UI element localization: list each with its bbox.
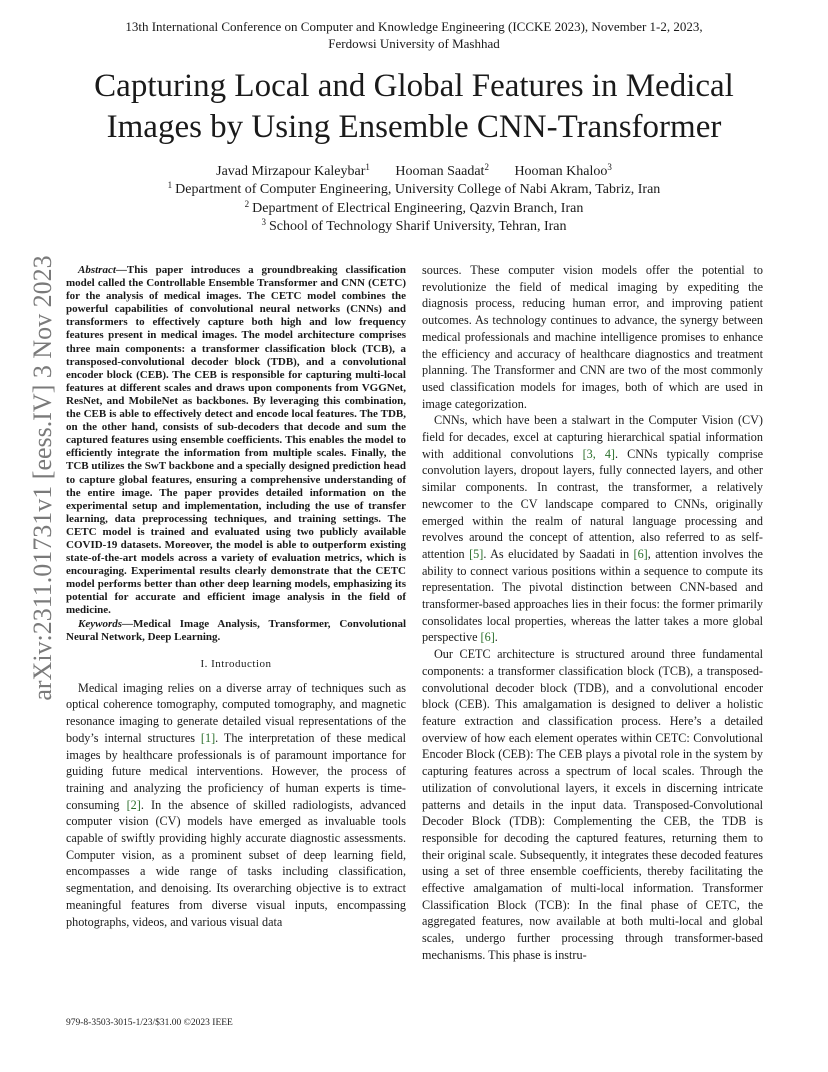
author-1 <box>216 164 370 179</box>
text-span: , attention involves the ability to connect various positions within a sequence to compute its representation. The pivotal distinction between CNN-based and transformer-based approaches lies in their focus: the former primarily consolidates local properties, whereas the latter takes a more global perspective <box>422 546 763 645</box>
arxiv-stamp-text: arXiv:2311.01731v1 [eess.IV] 3 Nov 2023 <box>28 255 57 701</box>
author-name: Hooman Khaloo <box>514 164 608 179</box>
citation-link[interactable]: [2] <box>126 797 141 812</box>
title-line-1: Capturing Local and Global Features in Medical <box>94 68 734 104</box>
citation-link[interactable]: [6] <box>480 630 495 645</box>
intro-paragraph-3: Our CETC architecture is structured around three fundamental components: a transformer classification block (TCB), a transposed-convolutional decoder block (TDB), and a convolutional encoder block (CEB). This amalgamation is designed to deliver a holistic feature extraction and classification process. Here’s a detailed overview of how each element operates within CETC: Convolutional Encoder Block (CEB): The CEB plays a pivotal role in the system by capturing features across a spectrum of local scales. Through the utilization of convolutional layers, it excels in discerning intricate patterns and details in the input data. Transposed-Convolutional Decoder Block (TDB): Complementing the CEB, the TDB is responsible for decoding the captured features, returning them to their original scale. Subsequently, it integrates these decoded features using a set of three ensemble coefficients, thereby facilitating the effective amalgamation of multi-local information. Transformer Classification Block (TCB): In the final phase of CETC, the aggregated features, now available at both multi-local and global scales, undergo further processing through transformer-based mechanisms. This phase is instru- <box>422 647 763 962</box>
text-span: Medical imaging relies on a diverse array of techniques such as optical coherence tomography, computed tomography, and magnetic resonance imaging to generate detailed visual representations of the body’s internal structures <box>66 680 406 745</box>
keywords <box>66 618 406 644</box>
text-span: . The interpretation of these medical images by healthcare professionals is of paramount importance for guiding future medical interventions. However, the process of training and analyzing the proficiency of human experts is time-consuming <box>66 730 407 812</box>
keywords-lead: Keywords <box>78 617 122 630</box>
affiliation-sup: 3 <box>261 217 266 227</box>
intro-paragraph-1 <box>66 680 406 931</box>
author-3 <box>514 164 611 179</box>
conference-line-1: 13th International Conference on Computer and Knowledge Engineering (ICCKE 2023), November 1-2, 2023, <box>125 19 703 34</box>
text-span: . In the absence of skilled radiologists, advanced computer vision (CV) models have emerged as invaluable tools capable of swiftly providing highly accurate diagnostic assessments. Computer vision, as a prominent subset of deep learning field, encompasses a wide range of tasks including classification, segmentation, and denoising. Its overarching objective is to extract meaningful features from diverse visual inputs, encompassing photographs, videos, and various visual data <box>66 797 406 929</box>
left-column <box>66 264 406 930</box>
affiliation-text: Department of Electrical Engineering, Qazvin Branch, Iran <box>252 200 584 216</box>
copyright-footer: 979-8-3503-3015-1/23/$31.00 ©2023 IEEE <box>66 1018 233 1028</box>
intro-paragraph-2 <box>422 412 763 646</box>
citation-link[interactable]: [5] <box>469 546 484 561</box>
text-span: . As elucidated by Saadati in <box>483 546 634 561</box>
affiliation-sup: 1 <box>167 180 173 190</box>
keywords-text: —Medical Image Analysis, Transformer, Convolutional Neural Network, Deep Learning. <box>66 617 406 643</box>
affiliation-sup: 2 <box>244 198 250 209</box>
text-span: CNNs, which have been a stalwart in the Computer Vision (CV) field for decades, excel at capturing hierarchical spatial information with additional convolutions <box>422 413 763 461</box>
author-name: Javad Mirzapour Kaleybar <box>216 164 366 179</box>
author-name: Hooman Saadat <box>395 164 485 179</box>
paper-title <box>40 66 788 148</box>
intro-paragraph-continued: sources. These computer vision models offer the potential to revolutionize the field of medical imaging by expediting the diagnosis process, reducing human error, and improving patient outcomes. As technology continues to advance, the synergy between medical professionals and machine intelligence promises to enhance the efficiency and accuracy of healthcare diagnostics and treatment planning. The Transformer and CNN are two of the most commonly used classification models for images, both of which are used in image categorization. <box>422 263 763 411</box>
author-sup: 3 <box>607 162 612 172</box>
author-sup: 1 <box>365 162 370 172</box>
right-column <box>422 262 763 964</box>
section-heading-introduction: I. Introduction <box>200 657 272 670</box>
affiliation-3 <box>60 218 768 237</box>
citation-link[interactable]: [1] <box>200 730 216 745</box>
author-list <box>60 162 768 182</box>
affiliation-2 <box>60 200 768 219</box>
conference-header <box>60 18 768 52</box>
author-sup: 2 <box>484 162 489 172</box>
title-line-2: Images by Using Ensemble CNN-Transformer <box>106 109 722 145</box>
abstract <box>66 264 406 618</box>
conference-line-2: Ferdowsi University of Mashhad <box>328 36 500 51</box>
author-2 <box>395 164 489 179</box>
affiliation-text: Department of Computer Engineering, University College of Nabi Akram, Tabriz, Iran <box>175 182 661 197</box>
citation-link[interactable]: [3, 4] <box>582 446 615 461</box>
citation-link[interactable]: [6] <box>633 546 648 561</box>
text-span: . CNNs typically comprise convolution layers, dropout layers, fully connected layers, and other similar components. In contrast, the transformer, a relatively newcomer to the CV landscape compared to CNNs, originally emerged within the realm of natural language processing and revolves around the concept of attention, also referred to as self-attention <box>422 446 764 561</box>
affiliation-1 <box>60 181 768 200</box>
abstract-lead: Abstract <box>78 264 116 276</box>
affiliation-list <box>60 181 768 237</box>
text-span: . <box>494 630 498 645</box>
abstract-text: —This paper introduces a groundbreaking classification model called the Controllable Ensemble Transformer and CNN (CETC) for the analysis of medical images. The CETC model combines the powerful capabilities of convolutional neural networks (CNNs) and transformers to effectively capture both high and low frequency features present in medical images. The model architecture comprises three main components: a transformer classification block (TCB), a transposed-convolutional decoder block (TDB), and a convolutional encoder block (CEB). The CEB is responsible for capturing multi-local features at different scales and draws upon components from VGGNet, ResNet, and MobileNet as backbones. By leveraging this combination, the CEB is able to effectively detect and encode local features. The TDB, on the other hand, consists of sub-decoders that decode and sum the captured features using ensemble coefficients. This enables the model to efficiently integrate the information from multiple scales. Finally, the TCB utilizes the SwT backbone and a specially designed prediction head to capture global features, ensuring a comprehensive understanding of the entire image. The paper provides detailed information on the experimental setup and implementation, including the use of transfer learning, data preprocessing techniques, and training settings. The CETC model is trained and evaluated using two publicly available COVID-19 datasets. Moreover, the model is able to outperform existing state-of-the-art models across a variety of evaluation metrics, which is encouraging. Experimental results clearly demonstrate that the CETC model performs better than other deep learning models, emphasizing its potential for accurate and efficient image analysis in the field of medicine. <box>66 264 406 617</box>
affiliation-text: School of Technology Sharif University, Tehran, Iran <box>268 219 567 234</box>
